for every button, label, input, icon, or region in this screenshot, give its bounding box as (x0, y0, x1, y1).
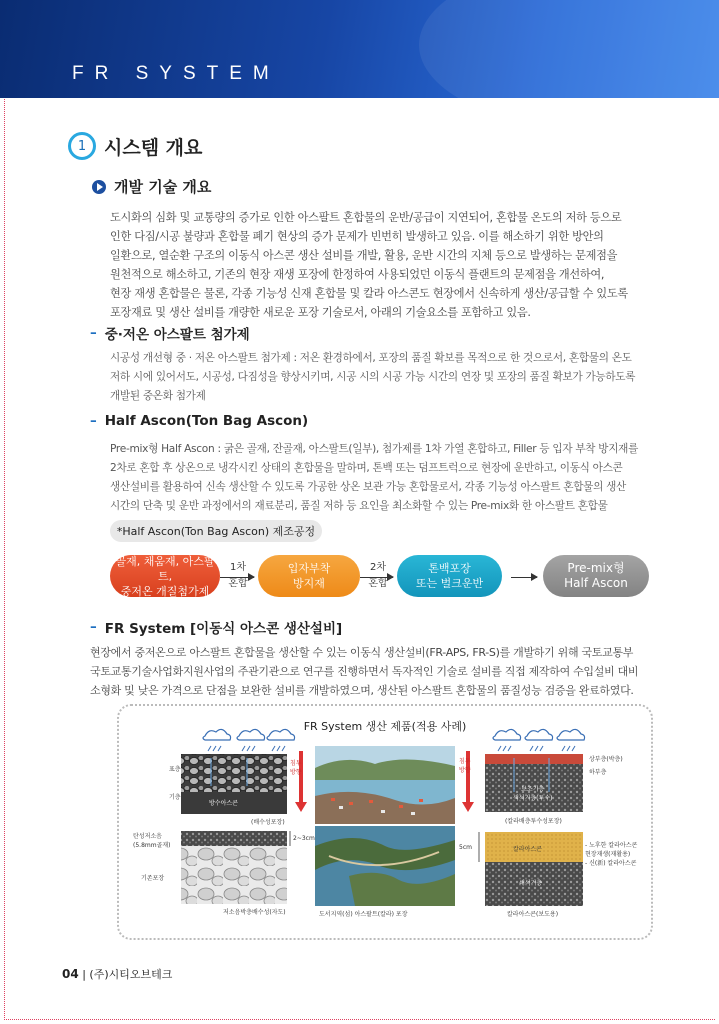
ascon-heading: – Half Ascon(Ton Bag Ascon) (90, 413, 309, 429)
process-step-2: 2차 혼합 (368, 562, 388, 589)
ascon-line: 시간의 단축 및 운반 과정에서의 재료분리, 품질 저하 등 요인을 최소화할 수 있는 Pre-mix화 한 아스팔트 혼합물 (110, 500, 608, 512)
existing-pavement-label: 기존포장 (141, 875, 165, 882)
additive-title: 중·저온 아스팔트 첨가제 (104, 327, 250, 343)
right-caption-2: 칼라아스콘(보도용) (507, 911, 559, 918)
arrow-right-icon (511, 577, 537, 578)
center-caption: 도서지역(섬) 아스팔트(칼라) 포장 (319, 911, 408, 918)
page-number: 04 (62, 967, 79, 981)
right-mid-text: 보조기층 색석기층(투수) (513, 786, 553, 802)
additive-line: 개발된 중온화 첨가제 (110, 390, 206, 402)
additive-paragraph (110, 349, 650, 406)
overview-line: 현장 재생 혼합물은 물론, 각종 기능성 신재 혼합물 및 칼라 아스콘도 현장에서 신속하게 생산/공급할 수 있도록 (110, 287, 628, 300)
additive-line: 저하 시에 있어서도, 시공성, 다짐성을 향상시키며, 시공 시의 시공 가능 시간의 연장 및 포장의 품질 확보가 가능하도록 (110, 371, 636, 383)
footer-separator: | (82, 968, 86, 981)
overview-title: 개발 기술 개요 (114, 178, 212, 196)
fr-line: 현장에서 중저온으로 아스팔트 혼합물을 생산할 수 있는 이동식 생산설비(FR-APS, FR-S)를 개발하기 위해 국토교통부 (90, 646, 634, 659)
overview-heading (92, 176, 211, 197)
right-infiltration-label: 침투 방향 (459, 758, 471, 774)
ascon-line: Pre-mix형 Half Ascon : 굵은 골재, 잔골재, 아스팔트(일부), 첨가제를 1차 가열 혼합하고, Filler 등 입자 부착 방지재를 (110, 443, 639, 455)
section-heading (68, 132, 202, 160)
color-ascon-label: 칼라아스콘 (513, 846, 542, 853)
process-step-1: 1차 혼합 (228, 562, 248, 589)
additive-heading: – 중·저온 아스팔트 첨가제 (90, 325, 250, 343)
banner-title: FR SYSTEM (72, 63, 280, 84)
fr-title: FR System [이동식 아스콘 생산설비] (104, 621, 343, 637)
figure-illustration (119, 706, 651, 938)
ascon-paragraph (110, 440, 650, 516)
process-box-packaging: 톤백포장 또는 벌크운반 (397, 555, 502, 597)
page-border-bottom (4, 1019, 715, 1020)
left-infiltration-label: 침투 방향 (290, 760, 302, 776)
overview-line: 포장재료 및 생산 설비를 개량한 새로운 포장 기술로서, 아래의 기술요소를 포함하고 있음. (110, 306, 531, 319)
island-aerial-photo (315, 746, 455, 824)
ascon-line: 2차로 혼합 후 상온으로 냉각시킨 상태의 혼합물을 말하며, 톤백 또는 덤프트럭으로 현장에 운반하고, 이동식 아스콘 (110, 462, 623, 474)
thin-thickness-label: 2~3cm (293, 835, 315, 842)
additive-line: 시공성 개선형 중 · 저온 아스팔트 첨가제 : 저온 환경하에서, 포장의 품질 확보를 목적으로 한 것으로서, 혼합물의 온도 (110, 352, 632, 364)
section-number-badge: 1 (68, 132, 96, 160)
right-caption-1: (칼라배층투수성포장) (505, 818, 562, 825)
right-top-labels: 상부층(박층) 하부층 (589, 756, 623, 776)
fr-heading: – FR System [이동식 아스콘 생산설비] (90, 619, 343, 637)
fr-line: 소형화 및 낮은 가격으로 단점을 보완한 설비를 개발하였으며, 생산된 아스팔트 혼합물의 품질성능 검증을 완료하였다. (90, 684, 634, 697)
overview-line: 원천적으로 해소하고, 기존의 현장 재생 포장에 한정하여 사용되었던 이동식 플랜트의 문제점을 개선하여, (110, 268, 605, 281)
fr-line: 국토교통기술사업화지원사업의 주관기관으로 연구를 진행하면서 독자적인 기술로 설비를 직접 제작하여 수입설비 대비 (90, 665, 639, 678)
left-caption-2: 저소음박층배수성(자도) (223, 909, 286, 916)
overview-paragraph (110, 208, 650, 322)
page-border-left (4, 4, 5, 1020)
rain-cloud-icon (203, 729, 585, 740)
process-label: *Half Ascon(Ton Bag Ascon) 제조공정 (110, 520, 322, 542)
color-notes: - 노후한 칼라아스콘 현장재생(재활용) - 신(新) 칼라아스콘 (585, 842, 638, 867)
play-bullet-icon (92, 180, 106, 194)
waterproof-layer-label: 방수아스콘 (209, 800, 238, 807)
thin-layer-label: 탄성저소음 (5.8mm골재) (133, 833, 171, 849)
process-box-result: Pre-mix형 Half Ascon (543, 555, 649, 597)
surface-label: 표층 (169, 766, 181, 773)
arrow-right-icon (360, 577, 393, 578)
process-box-antistick: 입자부착 방지재 (258, 555, 360, 597)
process-box-materials: 골재, 채움재, 아스팔트, 중저온 개질첨가제 (110, 555, 220, 597)
crushed-stone-label: 쇄석기층 (519, 880, 543, 887)
ascon-line: 생산설비를 활용하여 신속 생산할 수 있도록 가공한 상온 보관 가능 혼합물로서, 각종 기능성 아스팔트 혼합물의 생산 (110, 481, 626, 493)
fr-paragraph (90, 643, 650, 700)
company-name: (주)시티오브테크 (89, 968, 173, 981)
page-footer (62, 966, 172, 982)
coastal-road-photo (315, 826, 455, 906)
color-thickness-label: 5cm (459, 844, 472, 851)
overview-line: 인한 다짐/시공 불량과 혼합물 폐기 현상의 증가 문제가 빈번히 발생하고 있음. 이를 해소하기 위한 방안의 (110, 230, 604, 243)
figure-title: FR System 생산 제품(적용 사례) (303, 720, 467, 733)
ascon-title: Half Ascon(Ton Bag Ascon) (104, 413, 309, 429)
base-layer-label: 기층 (169, 794, 181, 801)
left-caption-1: (배수성포장) (251, 819, 285, 826)
section-title: 시스템 개요 (104, 136, 203, 159)
overview-line: 일환으로, 열순환 구조의 이동식 아스콘 생산 설비를 개발, 활용, 운반 시간의 지체 등으로 발생하는 문제점을 (110, 249, 618, 262)
header-banner (0, 0, 719, 98)
arrow-right-icon (220, 577, 254, 578)
overview-line: 도시화의 심화 및 교통량의 증가로 인한 아스팔트 혼합물의 운반/공급이 지연되어, 혼합물 온도의 저하 등으로 (110, 211, 622, 224)
application-figure (117, 704, 653, 940)
